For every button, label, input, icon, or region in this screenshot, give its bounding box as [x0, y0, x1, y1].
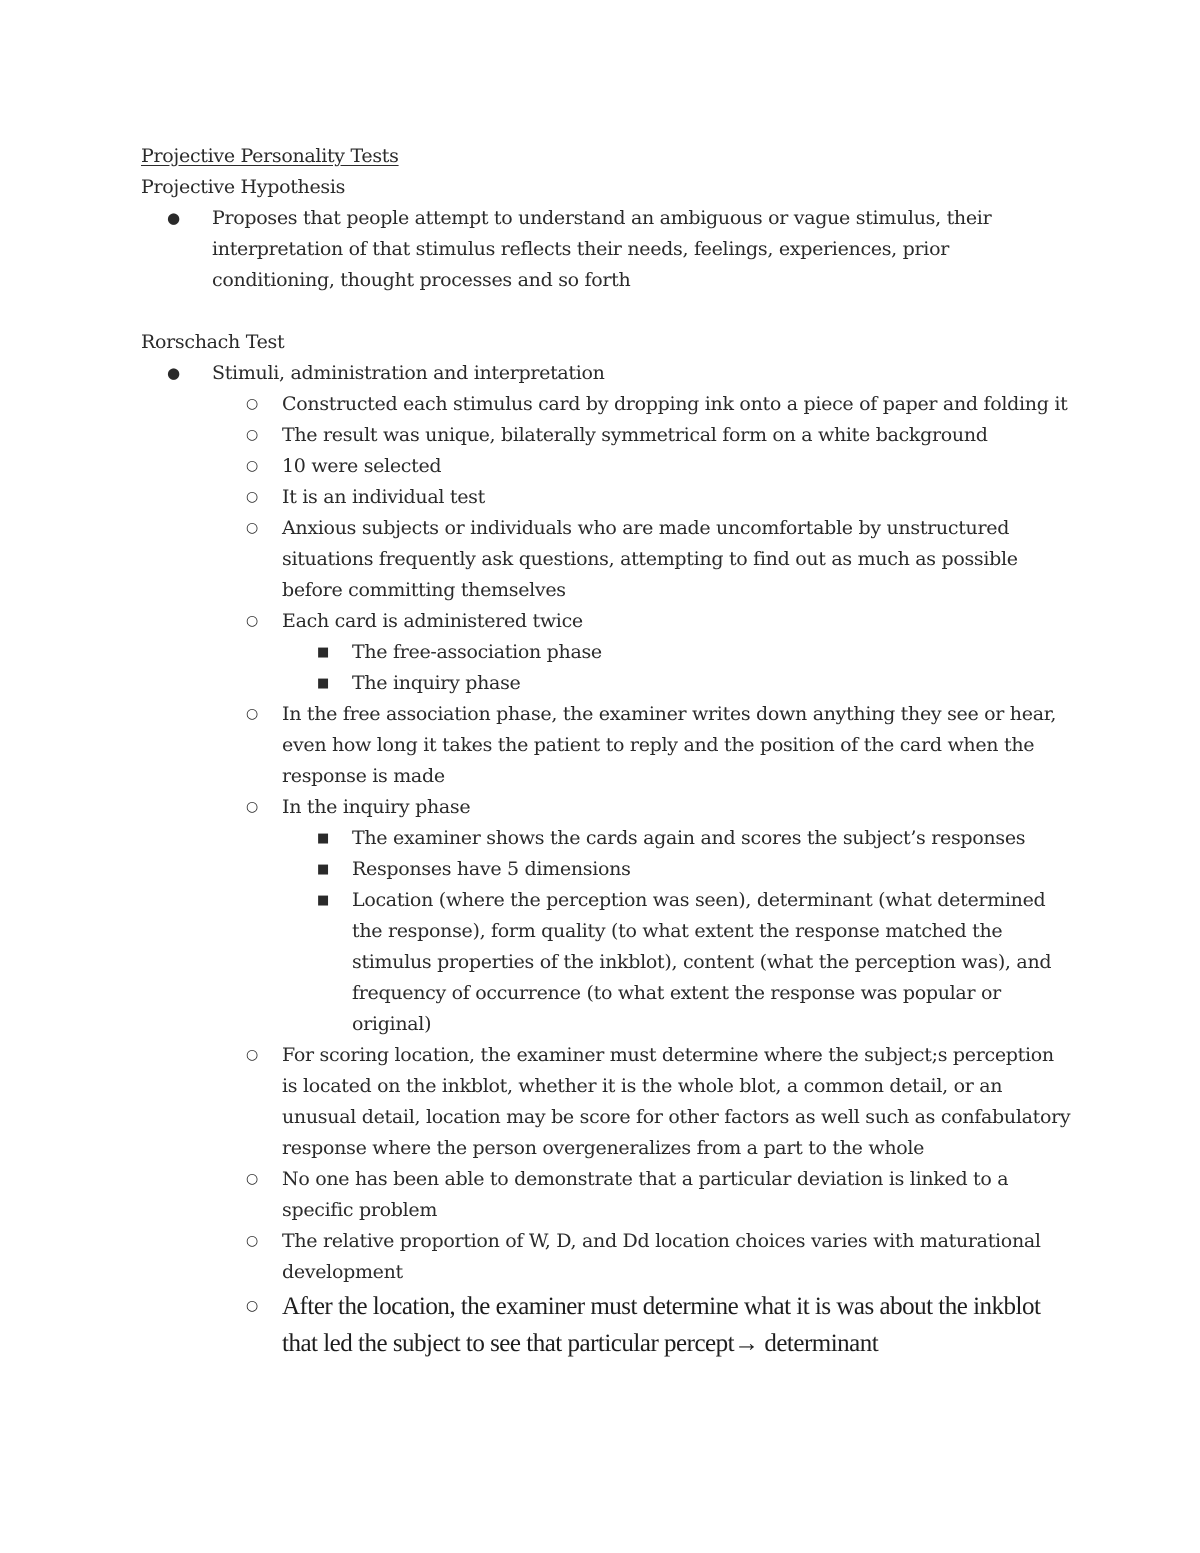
hollow-circle-bullet-icon: ○: [246, 458, 258, 474]
filled-circle-bullet-icon: ●: [167, 364, 180, 382]
list-item: ● Proposes that people attempt to understand an ambiguous or vague stimulus, their interpretation of that stimulus reflects their needs, feelings, experiences, prior conditioning, thought processes and so forth: [141, 203, 1071, 296]
hollow-circle-bullet-icon: ○: [246, 520, 258, 536]
list-item: ○ The result was unique, bilaterally symmetrical form on a white background: [141, 420, 1071, 451]
hollow-circle-bullet-icon: ○: [246, 1233, 258, 1249]
list-item: ■ The free-association phase: [141, 637, 1071, 668]
filled-square-bullet-icon: ■: [317, 893, 329, 908]
hollow-circle-bullet-icon: ○: [246, 1298, 258, 1314]
document-body: [141, 141, 1071, 1362]
list-item: ○ No one has been able to demonstrate that a particular deviation is linked to a specific problem: [141, 1164, 1071, 1226]
list-item: ● Stimuli, administration and interpretation: [141, 358, 1071, 389]
list-item: ○ 10 were selected: [141, 451, 1071, 482]
list-item: ■ Location (where the perception was seen), determinant (what determined the response), form quality (to what extent the response matched the stimulus properties of the inkblot), content (what the perception was), and frequency of occurrence (to what extent the response was popular or original): [141, 885, 1071, 1040]
list-item: ○ Constructed each stimulus card by dropping ink onto a piece of paper and folding it: [141, 389, 1071, 420]
list-item: ○ In the inquiry phase: [141, 792, 1071, 823]
section-heading-rorschach: Rorschach Test: [141, 331, 285, 353]
list-item: ○ Each card is administered twice: [141, 606, 1071, 637]
projective-hypothesis-list: [141, 203, 1071, 296]
list-item: ■ The examiner shows the cards again and scores the subject’s responses: [141, 823, 1071, 854]
list-item: ■ Responses have 5 dimensions: [141, 854, 1071, 885]
list-item: ○ It is an individual test: [141, 482, 1071, 513]
hollow-circle-bullet-icon: ○: [246, 489, 258, 505]
list-item: ■ The inquiry phase: [141, 668, 1071, 699]
hollow-circle-bullet-icon: ○: [246, 1171, 258, 1187]
spacer: [141, 296, 1071, 327]
filled-square-bullet-icon: ■: [317, 862, 329, 877]
list-item: ○ The relative proportion of W, D, and Dd location choices varies with maturational development: [141, 1226, 1071, 1288]
hollow-circle-bullet-icon: ○: [246, 613, 258, 629]
filled-circle-bullet-icon: ●: [167, 209, 180, 227]
list-item: ○ After the location, the examiner must determine what it is was about the inkblot that led the subject to see that particular percept→ determinant: [141, 1288, 1071, 1362]
hollow-circle-bullet-icon: ○: [246, 706, 258, 722]
filled-square-bullet-icon: ■: [317, 831, 329, 846]
filled-square-bullet-icon: ■: [317, 645, 329, 660]
hollow-circle-bullet-icon: ○: [246, 1047, 258, 1063]
section-heading-projective-hypothesis: Projective Hypothesis: [141, 176, 346, 198]
list-item: ○ In the free association phase, the examiner writes down anything they see or hear, even how long it takes the patient to reply and the position of the card when the response is made: [141, 699, 1071, 792]
hollow-circle-bullet-icon: ○: [246, 799, 258, 815]
rorschach-list: [141, 358, 1071, 1362]
filled-square-bullet-icon: ■: [317, 676, 329, 691]
hollow-circle-bullet-icon: ○: [246, 427, 258, 443]
page-title: Projective Personality Tests: [141, 145, 399, 167]
list-item: ○ For scoring location, the examiner must determine where the subject;s perception is located on the inkblot, whether it is the whole blot, a common detail, or an unusual detail, location may be score for other factors as well such as confabulatory response where the person overgeneralizes from a part to the whole: [141, 1040, 1071, 1164]
hollow-circle-bullet-icon: ○: [246, 396, 258, 412]
list-item: ○ Anxious subjects or individuals who are made uncomfortable by unstructured situations frequently ask questions, attempting to find out as much as possible before committing themselves: [141, 513, 1071, 606]
